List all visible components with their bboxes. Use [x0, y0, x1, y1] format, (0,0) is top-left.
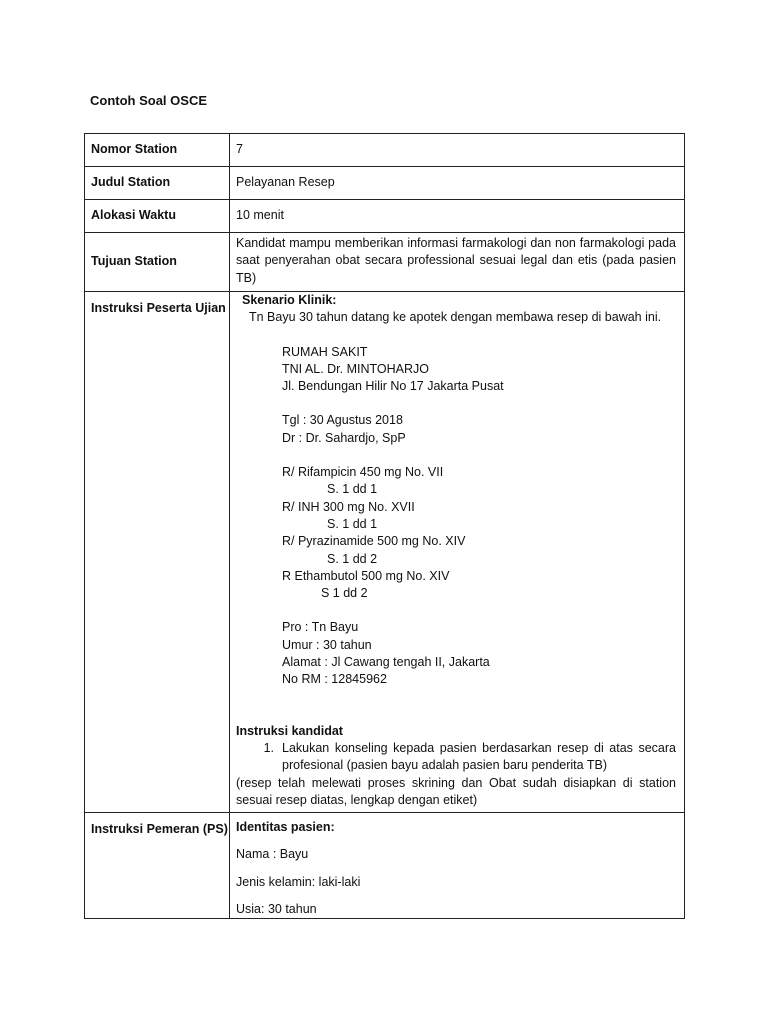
value-tujuan-station: Kandidat mampu memberikan informasi farmakologi dan non farmakologi pada saat penyerahan obat secara professional sesuai legal dan etis (pada pasien TB) [230, 233, 685, 292]
table-row-alokasi [85, 200, 685, 233]
ps-info-line: Nama : Bayu [236, 847, 309, 862]
rx-signa-line: S. 1 dd 2 [327, 551, 378, 566]
instruksi-note: (resep telah melewati proses skrining dan Obat sudah disiapkan di station sesuai resep diatas, lengkap dengan etiket) [236, 775, 676, 807]
instruksi-peserta-content [230, 292, 685, 813]
ps-info-line: Jenis kelamin: laki-laki [236, 874, 361, 889]
patient-info-line: Pro : Tn Bayu [282, 620, 359, 635]
table-row-judul [85, 167, 685, 200]
table-row-nomor [85, 134, 685, 167]
label-instruksi-peserta [85, 292, 230, 813]
patient-info-line: No RM : 12845962 [282, 672, 387, 687]
label-judul-station: Judul Station [85, 167, 230, 200]
identitas-pasien-heading: Identitas pasien: [236, 820, 335, 834]
prescription-date: Tgl : 30 Agustus 2018 [282, 413, 403, 428]
rx-signa-line: S. 1 dd 1 [327, 516, 378, 531]
rx-drug-line: R/ Rifampicin 450 mg No. VII [282, 465, 444, 480]
rx-drug-line: R Ethambutol 500 mg No. XIV [282, 568, 450, 583]
skenario-intro: Tn Bayu 30 tahun datang ke apotek dengan membawa resep di bawah ini. [249, 310, 662, 325]
label-alokasi-waktu: Alokasi Waktu [85, 200, 230, 233]
instruksi-item-text: Lakukan konseling kepada pasien berdasarkan resep di atas secara profesional (pasien bayu adalah pasien baru penderita TB) [282, 740, 676, 773]
patient-info-line: Alamat : Jl Cawang tengah II, Jakarta [282, 655, 490, 670]
label-instruksi-pemeran-text: Instruksi Pemeran (PS) [91, 822, 228, 836]
list-number: 1. [263, 740, 274, 755]
label-instruksi-pemeran [85, 813, 230, 919]
value-nomor-station: 7 [230, 134, 685, 167]
value-judul-station: Pelayanan Resep [230, 167, 685, 200]
table-row-instruksi-peserta [85, 292, 685, 813]
hospital-name-line: RUMAH SAKIT [282, 344, 368, 359]
rx-drug-line: R/ INH 300 mg No. XVII [282, 499, 415, 514]
skenario-heading: Skenario Klinik: [242, 293, 337, 307]
prescription-block [282, 344, 676, 689]
patient-info-line: Umur : 30 tahun [282, 637, 372, 652]
table-row-instruksi-pemeran [85, 813, 685, 919]
prescription-doctor: Dr : Dr. Sahardjo, SpP [282, 430, 406, 445]
instruksi-pemeran-content [230, 813, 685, 919]
instruksi-kandidat-heading: Instruksi kandidat [236, 723, 343, 738]
label-nomor-station: Nomor Station [85, 134, 230, 167]
label-instruksi-peserta-text: Instruksi Peserta Ujian [91, 301, 226, 315]
instruksi-list-item [236, 740, 676, 775]
hospital-address-line: Jl. Bendungan Hilir No 17 Jakarta Pusat [282, 379, 504, 394]
ps-info-line: Usia: 30 tahun [236, 901, 317, 916]
osce-station-table [84, 133, 685, 919]
rx-drug-line: R/ Pyrazinamide 500 mg No. XIV [282, 534, 466, 549]
table-row-tujuan [85, 233, 685, 292]
rx-signa-line: S 1 dd 2 [321, 586, 368, 601]
value-alokasi-waktu: 10 menit [230, 200, 685, 233]
label-tujuan-station: Tujuan Station [85, 233, 230, 292]
rx-signa-line: S. 1 dd 1 [327, 482, 378, 497]
hospital-name-line: TNI AL. Dr. MINTOHARJO [282, 361, 430, 376]
document-title: Contoh Soal OSCE [90, 93, 207, 108]
